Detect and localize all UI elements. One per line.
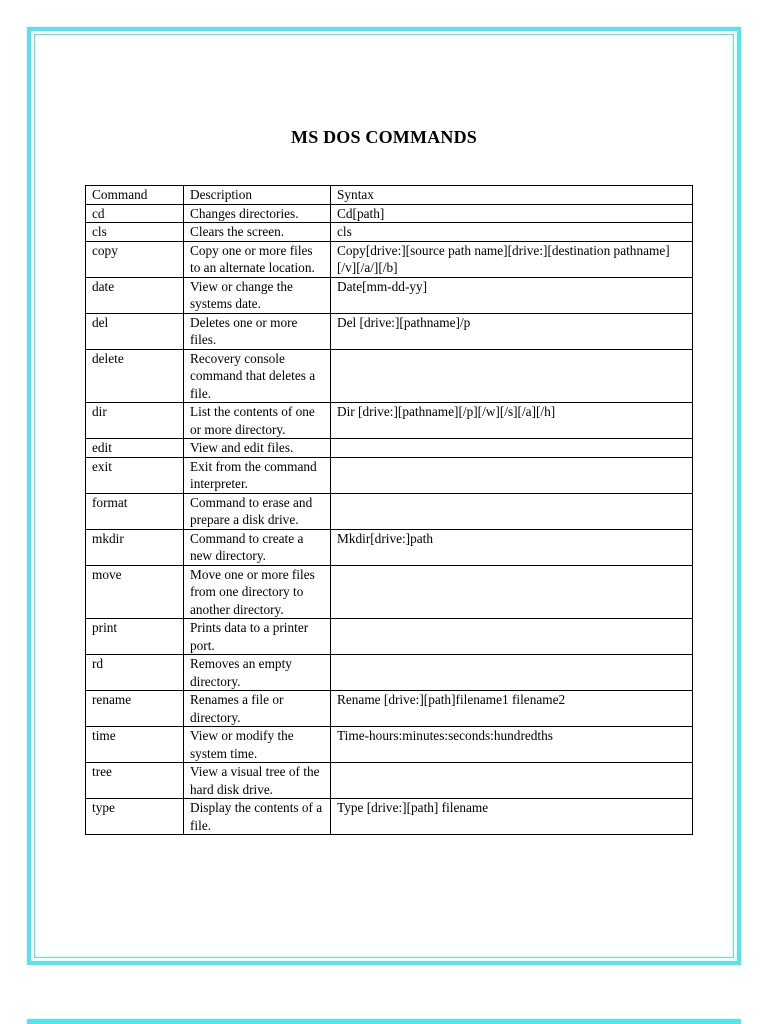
command-cell: type (86, 799, 184, 835)
table-row (86, 619, 693, 655)
description-cell: Move one or more files from one directory to another directory. (184, 565, 331, 619)
table-row (86, 799, 693, 835)
table-row (86, 204, 693, 223)
description-cell: View or modify the system time. (184, 727, 331, 763)
commands-table (85, 185, 693, 835)
table-row (86, 493, 693, 529)
syntax-cell: cls (331, 223, 693, 242)
description-cell: Clears the screen. (184, 223, 331, 242)
table-row (86, 565, 693, 619)
syntax-cell: Dir [drive:][pathname][/p][/w][/s][/a][/h] (331, 403, 693, 439)
syntax-cell (331, 565, 693, 619)
syntax-cell: Del [drive:][pathname]/p (331, 313, 693, 349)
table-header-row (86, 186, 693, 205)
table-row (86, 529, 693, 565)
table-row (86, 403, 693, 439)
syntax-cell (331, 619, 693, 655)
description-cell: Renames a file or directory. (184, 691, 331, 727)
table-row (86, 457, 693, 493)
description-cell: Exit from the command interpreter. (184, 457, 331, 493)
table-row (86, 349, 693, 403)
table-row (86, 655, 693, 691)
syntax-cell: Cd[path] (331, 204, 693, 223)
command-cell: rename (86, 691, 184, 727)
command-cell: dir (86, 403, 184, 439)
description-cell: View and edit files. (184, 439, 331, 458)
syntax-cell (331, 439, 693, 458)
description-cell: Display the contents of a file. (184, 799, 331, 835)
command-cell: move (86, 565, 184, 619)
description-cell: Recovery console command that deletes a file. (184, 349, 331, 403)
command-cell: edit (86, 439, 184, 458)
syntax-cell (331, 655, 693, 691)
syntax-cell: Date[mm-dd-yy] (331, 277, 693, 313)
table-row (86, 223, 693, 242)
syntax-cell: Mkdir[drive:]path (331, 529, 693, 565)
bottom-rule (27, 1019, 741, 1024)
header-syntax: Syntax (331, 186, 693, 205)
command-cell: format (86, 493, 184, 529)
command-cell: print (86, 619, 184, 655)
table-row (86, 727, 693, 763)
command-cell: cd (86, 204, 184, 223)
command-cell: delete (86, 349, 184, 403)
table-row (86, 763, 693, 799)
description-cell: Command to erase and prepare a disk drive. (184, 493, 331, 529)
description-cell: Deletes one or more files. (184, 313, 331, 349)
command-cell: del (86, 313, 184, 349)
command-cell: time (86, 727, 184, 763)
table-row (86, 241, 693, 277)
syntax-cell: Rename [drive:][path]filename1 filename2 (331, 691, 693, 727)
table-row (86, 439, 693, 458)
description-cell: Command to create a new directory. (184, 529, 331, 565)
description-cell: List the contents of one or more directory. (184, 403, 331, 439)
syntax-cell (331, 349, 693, 403)
syntax-cell: Copy[drive:][source path name][drive:][destination pathname][/v][/a/][/b] (331, 241, 693, 277)
syntax-cell: Type [drive:][path] filename (331, 799, 693, 835)
header-description: Description (184, 186, 331, 205)
command-cell: rd (86, 655, 184, 691)
description-cell: Removes an empty directory. (184, 655, 331, 691)
table-row (86, 277, 693, 313)
command-cell: mkdir (86, 529, 184, 565)
description-cell: View or change the systems date. (184, 277, 331, 313)
description-cell: Prints data to a printer port. (184, 619, 331, 655)
description-cell: View a visual tree of the hard disk drive. (184, 763, 331, 799)
description-cell: Changes directories. (184, 204, 331, 223)
syntax-cell (331, 493, 693, 529)
command-cell: cls (86, 223, 184, 242)
syntax-cell: Time-hours:minutes:seconds:hundredths (331, 727, 693, 763)
command-cell: copy (86, 241, 184, 277)
table-row (86, 691, 693, 727)
syntax-cell (331, 457, 693, 493)
command-cell: exit (86, 457, 184, 493)
command-cell: tree (86, 763, 184, 799)
command-cell: date (86, 277, 184, 313)
description-cell: Copy one or more files to an alternate location. (184, 241, 331, 277)
table-row (86, 313, 693, 349)
page-title: MS DOS COMMANDS (291, 127, 477, 147)
header-command: Command (86, 186, 184, 205)
syntax-cell (331, 763, 693, 799)
